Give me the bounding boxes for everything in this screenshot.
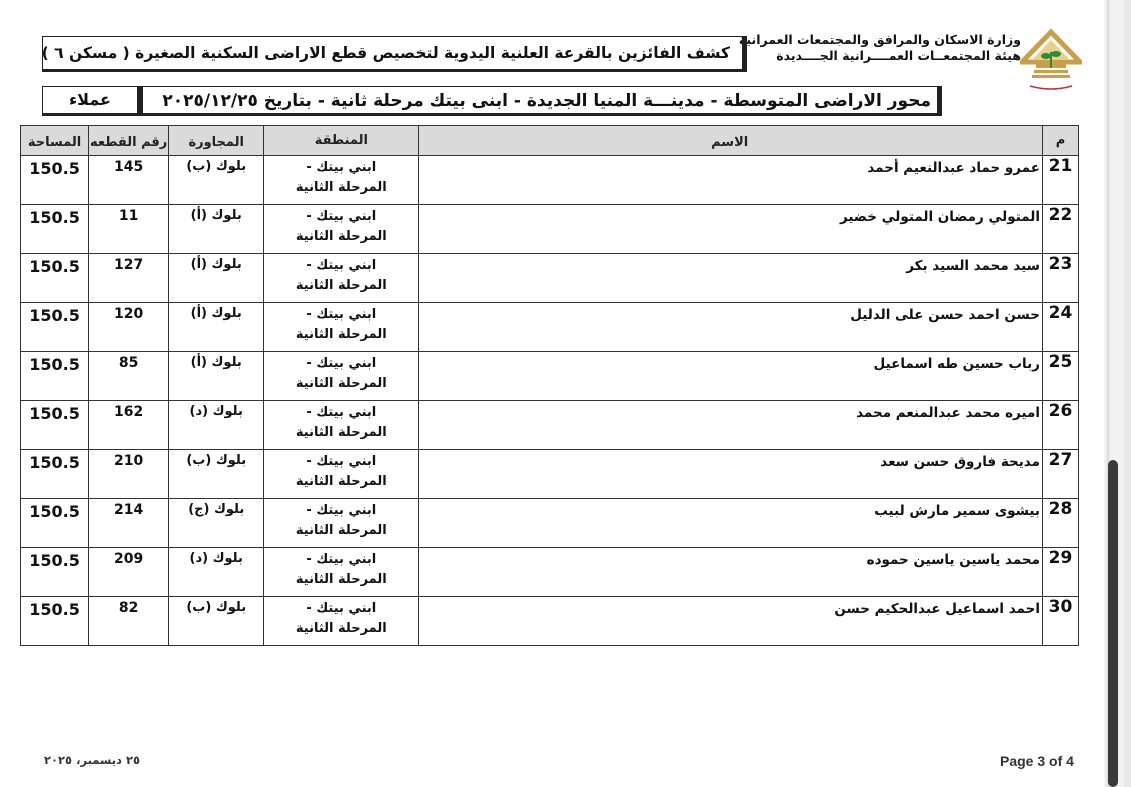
row-plot: 209 — [89, 548, 169, 597]
column-header-region: المنطقة — [264, 126, 419, 156]
table-row — [21, 597, 1079, 646]
row-area: 150.5 — [21, 597, 89, 646]
row-name: حسن احمد حسن على الدليل — [419, 303, 1043, 352]
row-name: المتولي رمضان المتولي خضير — [419, 205, 1043, 254]
row-index: 26 — [1042, 401, 1078, 450]
row-region: ابني بيتك - المرحلة الثانية — [295, 503, 387, 538]
row-region-cell — [264, 205, 419, 254]
row-plot: 214 — [89, 499, 169, 548]
row-region: ابني بيتك - المرحلة الثانية — [295, 454, 387, 489]
row-name: عمرو حماد عبدالنعيم أحمد — [419, 156, 1043, 205]
ministry-line-1: وزارة الاسكان والمرافق والمجتمعات العمرانية — [738, 32, 1021, 47]
row-index: 27 — [1042, 450, 1078, 499]
table-row — [21, 303, 1079, 352]
column-header-area: المساحة — [21, 126, 89, 156]
row-region: ابني بيتك - المرحلة الثانية — [295, 552, 387, 587]
row-index: 30 — [1042, 597, 1078, 646]
row-region-cell — [264, 597, 419, 646]
winners-table — [20, 125, 1079, 646]
column-header-index: م — [1042, 126, 1078, 156]
table-row — [21, 254, 1079, 303]
row-adjacency: بلوك (أ) — [169, 205, 264, 254]
row-name: احمد اسماعيل عبدالحكيم حسن — [419, 597, 1043, 646]
print-date: ٢٥ ديسمبر، ٢٠٢٥ — [44, 753, 140, 767]
row-plot: 145 — [89, 156, 169, 205]
table-row — [21, 548, 1079, 597]
clients-label: عملاء — [42, 86, 142, 116]
row-area: 150.5 — [21, 303, 89, 352]
row-adjacency: بلوك (ب) — [169, 597, 264, 646]
table-row — [21, 499, 1079, 548]
row-region: ابني بيتك - المرحلة الثانية — [295, 601, 387, 636]
row-adjacency: بلوك (د) — [169, 548, 264, 597]
row-region: ابني بيتك - المرحلة الثانية — [295, 405, 387, 440]
row-region-cell — [264, 156, 419, 205]
row-adjacency: بلوك (أ) — [169, 303, 264, 352]
row-adjacency: بلوك (أ) — [169, 254, 264, 303]
row-region: ابني بيتك - المرحلة الثانية — [295, 209, 387, 244]
table-header-row — [21, 126, 1079, 156]
column-header-adjacency: المجاورة — [169, 126, 264, 156]
row-area: 150.5 — [21, 156, 89, 205]
column-header-plot: رقم القطعه — [89, 126, 169, 156]
row-plot: 127 — [89, 254, 169, 303]
row-plot: 11 — [89, 205, 169, 254]
row-region-cell — [264, 303, 419, 352]
axis-subtitle: محور الاراضى المتوسطة - مدينـــة المنيا الجديدة - ابنى بيتك مرحلة ثانية - بتاريخ ٢٠٢٥/١٢/٢٥ — [142, 86, 942, 116]
row-name: رباب حسين طه اسماعيل — [419, 352, 1043, 401]
row-region-cell — [264, 548, 419, 597]
table-row — [21, 156, 1079, 205]
table-row — [21, 401, 1079, 450]
row-index: 21 — [1042, 156, 1078, 205]
row-region-cell — [264, 499, 419, 548]
nuca-logo-icon — [1020, 28, 1082, 98]
row-area: 150.5 — [21, 352, 89, 401]
row-name: بيشوى سمير مارش لبيب — [419, 499, 1043, 548]
row-adjacency: بلوك (ج) — [169, 499, 264, 548]
table-row — [21, 205, 1079, 254]
row-plot: 120 — [89, 303, 169, 352]
row-region-cell — [264, 352, 419, 401]
row-region-cell — [264, 254, 419, 303]
row-area: 150.5 — [21, 450, 89, 499]
row-adjacency: بلوك (د) — [169, 401, 264, 450]
row-region: ابني بيتك - المرحلة الثانية — [295, 258, 387, 293]
page-number: Page 3 of 4 — [1000, 753, 1074, 769]
row-region: ابني بيتك - المرحلة الثانية — [295, 307, 387, 342]
row-area: 150.5 — [21, 548, 89, 597]
row-area: 150.5 — [21, 205, 89, 254]
row-adjacency: بلوك (ب) — [169, 156, 264, 205]
row-plot: 82 — [89, 597, 169, 646]
row-plot: 85 — [89, 352, 169, 401]
row-name: اميره محمد عبدالمنعم محمد — [419, 401, 1043, 450]
row-index: 23 — [1042, 254, 1078, 303]
row-adjacency: بلوك (أ) — [169, 352, 264, 401]
row-index: 24 — [1042, 303, 1078, 352]
row-name: مديحة فاروق حسن سعد — [419, 450, 1043, 499]
column-header-name: الاسم — [419, 126, 1043, 156]
document-title: كشف الفائزين بالقرعة العلنية اليدوية لتخصيص قطع الاراضى السكنية الصغيرة ( مسكن ٦ ) — [42, 36, 747, 72]
ministry-line-2: هيئة المجتمعــات العمــــرانية الجــــديدة — [776, 48, 1021, 63]
row-plot: 162 — [89, 401, 169, 450]
row-index: 28 — [1042, 499, 1078, 548]
table-row — [21, 352, 1079, 401]
row-area: 150.5 — [21, 401, 89, 450]
row-area: 150.5 — [21, 499, 89, 548]
row-index: 22 — [1042, 205, 1078, 254]
row-region-cell — [264, 401, 419, 450]
row-name: سيد محمد السيد بكر — [419, 254, 1043, 303]
row-plot: 210 — [89, 450, 169, 499]
row-region: ابني بيتك - المرحلة الثانية — [295, 356, 387, 391]
row-index: 29 — [1042, 548, 1078, 597]
table-row — [21, 450, 1079, 499]
row-name: محمد ياسين ياسين حموده — [419, 548, 1043, 597]
ministry-header — [738, 32, 1021, 64]
row-index: 25 — [1042, 352, 1078, 401]
scrollbar-thumb[interactable] — [1108, 460, 1118, 787]
row-region-cell — [264, 450, 419, 499]
row-area: 150.5 — [21, 254, 89, 303]
row-region: ابني بيتك - المرحلة الثانية — [295, 160, 387, 195]
row-adjacency: بلوك (ب) — [169, 450, 264, 499]
